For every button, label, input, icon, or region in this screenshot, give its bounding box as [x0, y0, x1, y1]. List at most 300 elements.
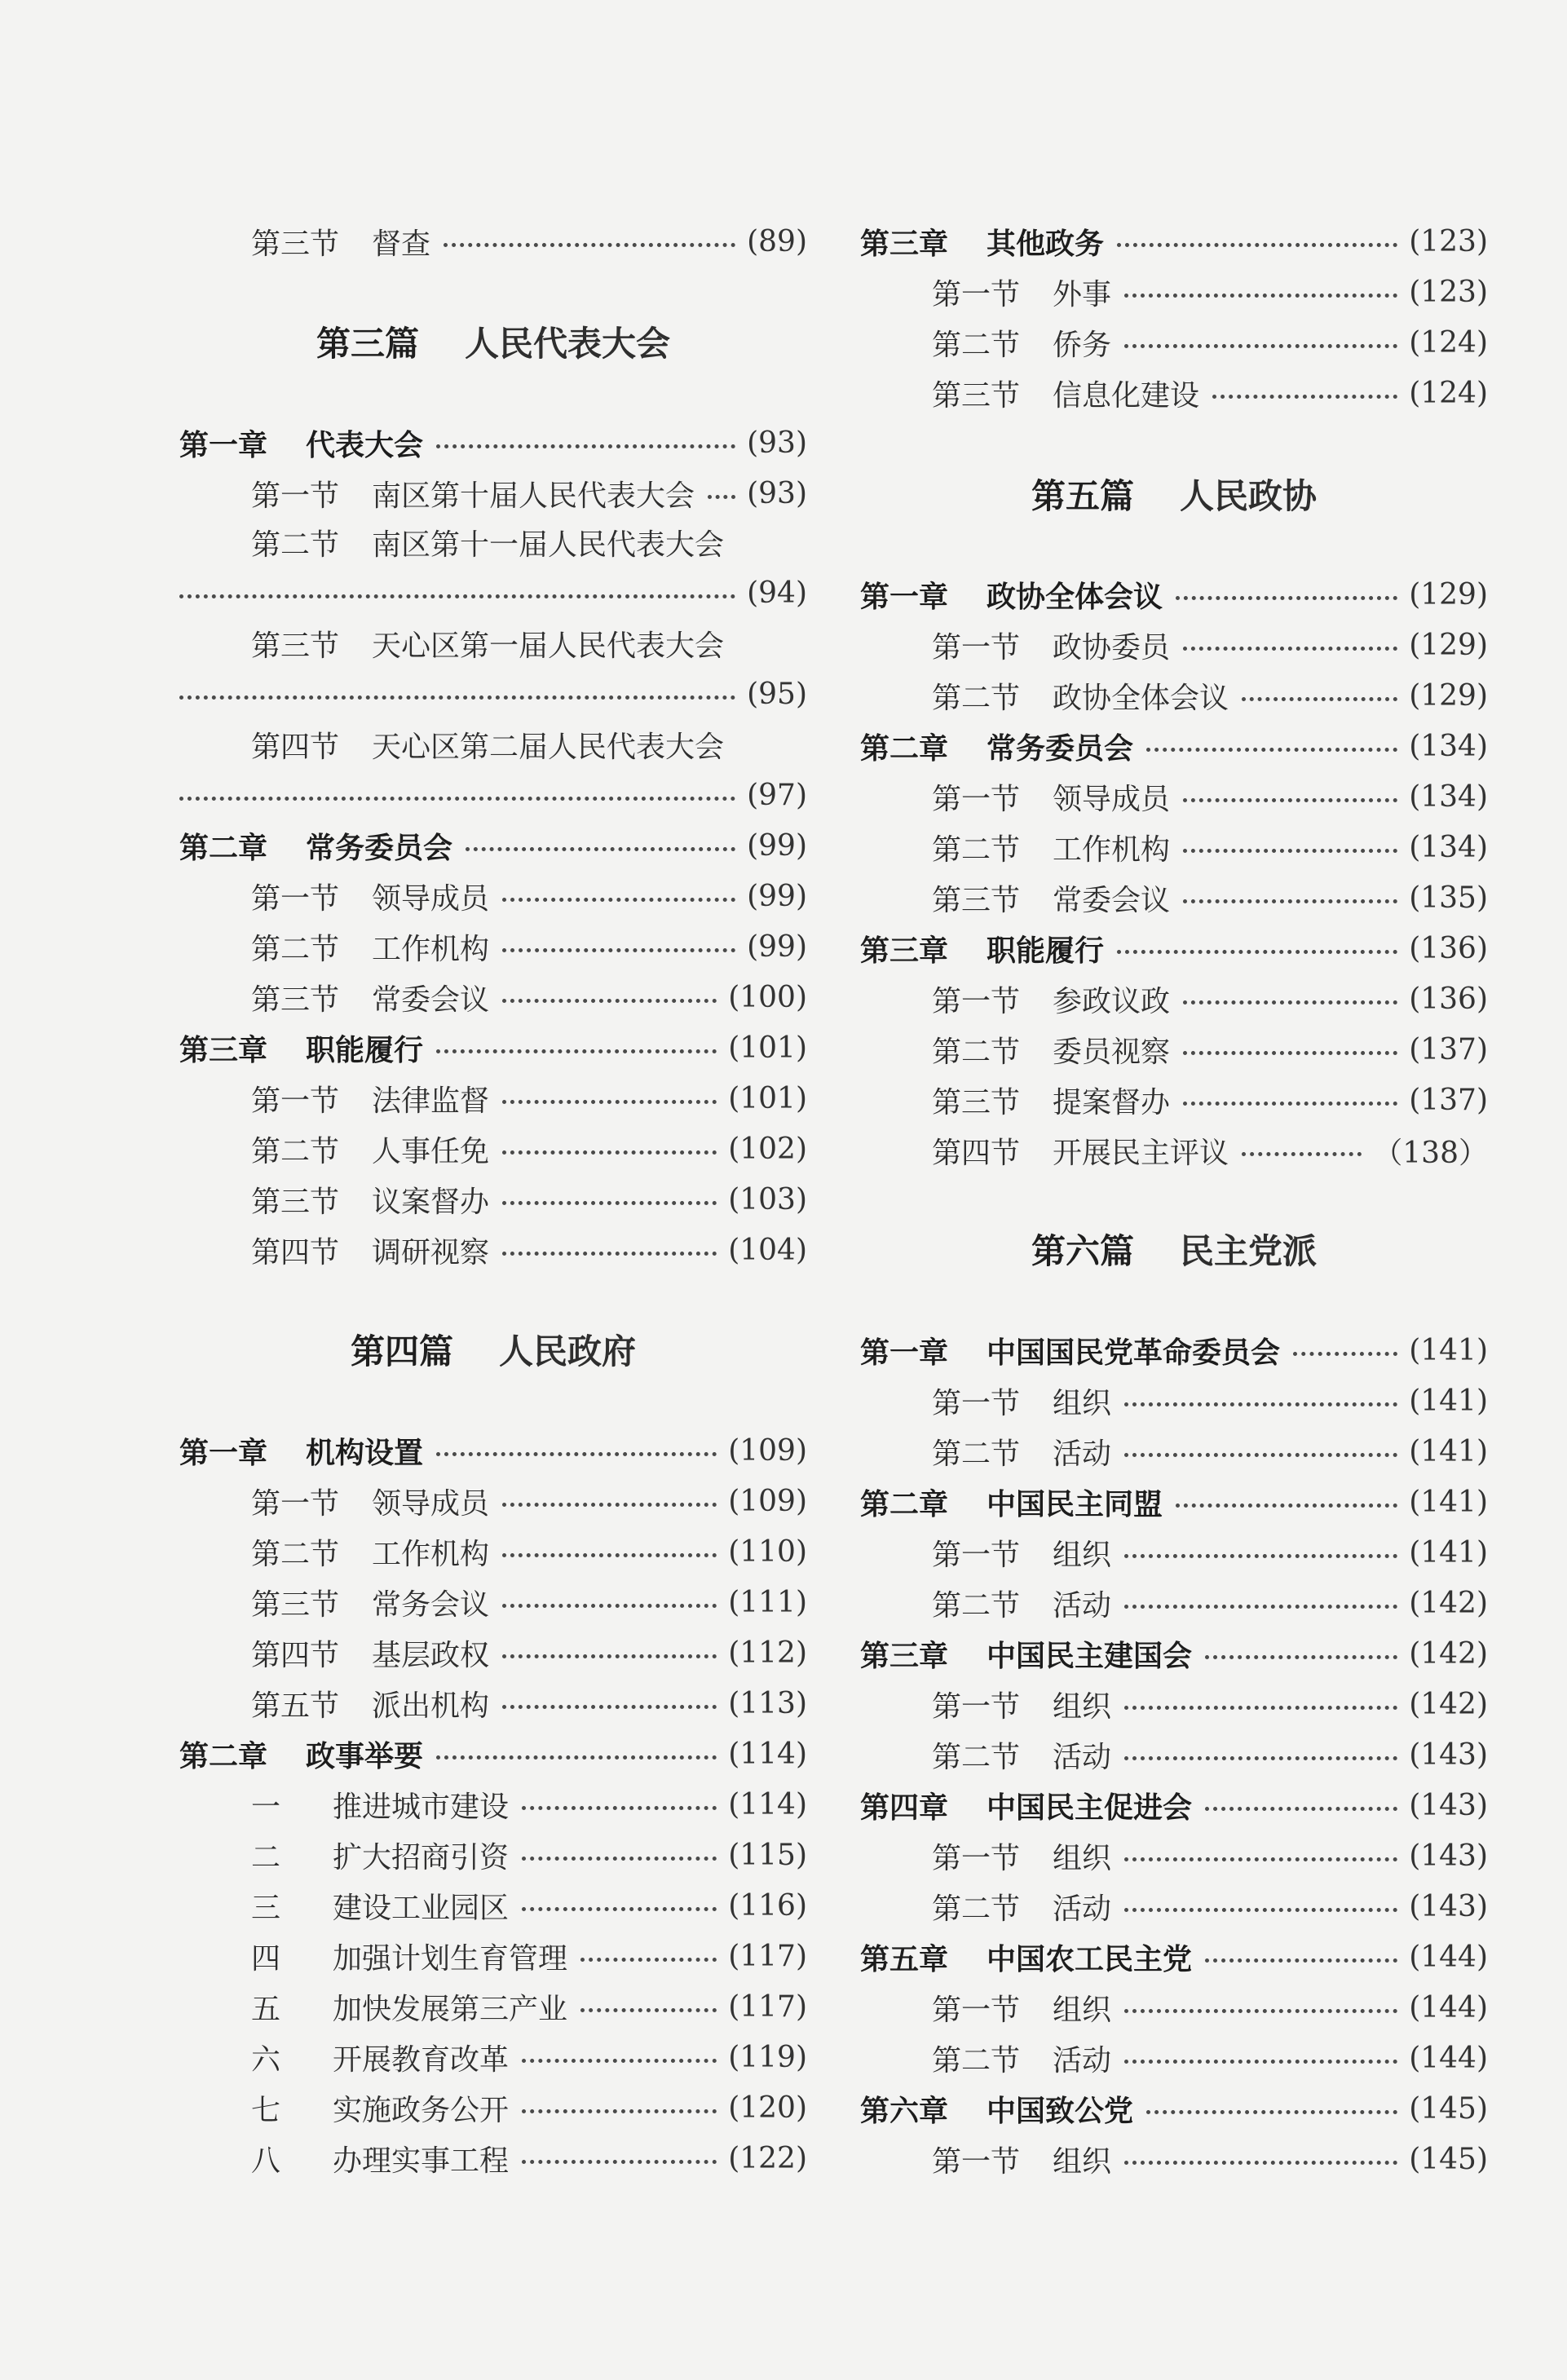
- entry-number: 六: [251, 2042, 281, 2077]
- page-number: (123): [1409, 224, 1488, 258]
- dot-leader: [708, 495, 735, 499]
- toc-entry[interactable]: [179, 1729, 807, 1778]
- entry-number: 第二节: [932, 1740, 1021, 1774]
- toc-entry[interactable]: [860, 823, 1488, 872]
- page-number: (145): [1409, 2142, 1488, 2176]
- dot-leader: [1293, 1352, 1397, 1356]
- dot-leader: [522, 1806, 717, 1810]
- page-number: (143): [1409, 1889, 1488, 1923]
- page-number: (109): [728, 1433, 807, 1468]
- page-number: (134): [1409, 830, 1488, 864]
- dot-leader: [522, 2160, 717, 2164]
- part-heading: [179, 317, 807, 366]
- entry-title: 组织: [1053, 1841, 1112, 1875]
- dot-leader: [1242, 1152, 1362, 1156]
- dot-leader: [1124, 1908, 1397, 1912]
- dot-leader: [1183, 849, 1397, 853]
- page-number: (99): [747, 879, 807, 913]
- entry-number: 第四章: [860, 1790, 949, 1825]
- dot-leader: [1117, 950, 1397, 954]
- entry-number: 第一节: [932, 1993, 1021, 2027]
- dot-leader: [1124, 1756, 1397, 1760]
- entry-title: 常委会议: [372, 982, 490, 1017]
- part-title: 人民代表大会: [465, 324, 671, 364]
- page-number: (102): [728, 1132, 807, 1166]
- dot-leader: [1183, 1102, 1397, 1106]
- entry-title: 推进城市建设: [333, 1790, 510, 1824]
- entry-number: 第五节: [251, 1689, 340, 1723]
- entry-title: 议案督办: [372, 1185, 490, 1219]
- toc-entry[interactable]: [860, 1932, 1488, 1981]
- toc-entry[interactable]: [179, 1175, 807, 1224]
- page-number: (124): [1409, 325, 1488, 360]
- dot-leader: [1205, 1807, 1397, 1811]
- toc-entry[interactable]: [860, 1629, 1488, 1678]
- entry-number: 第三章: [860, 933, 949, 968]
- dot-leader: [502, 999, 717, 1003]
- page-number: (99): [747, 929, 807, 964]
- toc-entry[interactable]: [860, 1427, 1488, 1476]
- entry-number: 第二章: [179, 1738, 268, 1773]
- entry-title: 南区第十届人民代表大会: [372, 479, 695, 513]
- page-number: (113): [728, 1686, 807, 1720]
- dot-leader: [436, 1755, 717, 1760]
- dot-leader: [522, 1857, 717, 1861]
- dot-leader: [1146, 2110, 1397, 2114]
- entry-title: 侨务: [1053, 328, 1112, 362]
- page-number: (141): [1409, 1535, 1488, 1570]
- entry-number: 第二章: [179, 830, 268, 865]
- page-number: (129): [1409, 628, 1488, 662]
- page-number: (143): [1409, 1788, 1488, 1822]
- page-number: (110): [728, 1534, 807, 1569]
- toc-entry[interactable]: [179, 771, 807, 819]
- entry-title: 扩大招商引资: [333, 1840, 510, 1874]
- dot-leader: [436, 444, 735, 448]
- entry-number: 第四节: [251, 1235, 340, 1269]
- entry-title: 组织: [1053, 1689, 1112, 1724]
- dot-leader: [1183, 1051, 1397, 1055]
- entry-number: 第二节: [251, 528, 340, 562]
- entry-title: 建设工业园区: [333, 1891, 510, 1925]
- page-number: (120): [728, 2091, 807, 2125]
- entry-number: 第五章: [860, 1941, 949, 1976]
- page-number: (93): [747, 476, 807, 510]
- entry-title: 中国民主建国会: [987, 1638, 1193, 1673]
- toc-entry[interactable]: [179, 568, 807, 617]
- part-title: 人民政协: [1180, 476, 1318, 516]
- entry-number: 第四节: [251, 1638, 340, 1672]
- toc-entry[interactable]: [860, 318, 1488, 367]
- entry-title: 督查: [372, 227, 431, 261]
- dot-leader: [1124, 1554, 1397, 1558]
- page-number: (143): [1409, 1839, 1488, 1873]
- page-number: (141): [1409, 1333, 1488, 1367]
- entry-title: 政事举要: [306, 1738, 424, 1773]
- entry-title: 代表大会: [306, 427, 424, 462]
- toc-entry[interactable]: [179, 469, 807, 518]
- page-number: (137): [1409, 1032, 1488, 1066]
- entry-title: 其他政务: [987, 226, 1105, 261]
- entry-title: 委员视察: [1053, 1035, 1171, 1069]
- dot-leader: [1124, 2009, 1397, 2013]
- page-number: (142): [1409, 1586, 1488, 1620]
- entry-number: 第三节: [251, 1587, 340, 1622]
- entry-title: 常委会议: [1053, 883, 1171, 917]
- toc-entry[interactable]: [179, 1225, 807, 1274]
- entry-number: 第三章: [860, 226, 949, 261]
- toc-entry[interactable]: [179, 1124, 807, 1173]
- entry-title: 政协委员: [1053, 630, 1171, 665]
- page-number: (144): [1409, 1990, 1488, 2025]
- toc-entry[interactable]: [860, 1025, 1488, 1074]
- entry-title: 中国国民党革命委员会: [987, 1335, 1281, 1370]
- entry-number: 四: [251, 1941, 281, 1976]
- page-number: (141): [1409, 1485, 1488, 1519]
- entry-number: 第一节: [251, 881, 340, 916]
- toc-entry[interactable]: [860, 1477, 1488, 1526]
- toc-entry[interactable]: [179, 1578, 807, 1627]
- entry-title: 基层政权: [372, 1638, 490, 1672]
- entry-title: 办理实事工程: [333, 2144, 510, 2178]
- entry-title: 中国农工民主党: [987, 1941, 1193, 1976]
- dot-leader: [1124, 1857, 1397, 1861]
- toc-entry[interactable]: [179, 2083, 807, 2132]
- toc-entry[interactable]: [179, 1426, 807, 1475]
- dot-leader: [1124, 1453, 1397, 1457]
- entry-title: 常务委员会: [987, 731, 1134, 766]
- entry-number: 第一节: [932, 1841, 1021, 1875]
- page-number: (103): [728, 1182, 807, 1216]
- toc-entry[interactable]: [179, 1628, 807, 1677]
- entry-number: 一: [251, 1790, 281, 1824]
- toc-entry[interactable]: [860, 1326, 1488, 1375]
- entry-title: 常务委员会: [306, 830, 453, 865]
- dot-leader: [502, 1604, 717, 1608]
- toc-entry[interactable]: [179, 1477, 807, 1526]
- toc-entry[interactable]: [860, 671, 1488, 720]
- toc-entry[interactable]: [179, 973, 807, 1022]
- entry-number: 第三节: [251, 629, 340, 663]
- page-number: (104): [728, 1233, 807, 1267]
- entry-title: 工作机构: [1053, 832, 1171, 867]
- dot-leader: [1176, 596, 1397, 600]
- toc-entry[interactable]: [179, 1932, 807, 1980]
- toc-entry[interactable]: [179, 1527, 807, 1576]
- entry-title: 政协全体会议: [1053, 681, 1229, 715]
- dot-leader: [522, 2109, 717, 2113]
- entry-number: 第二节: [932, 328, 1021, 362]
- entry-title: 中国致公党: [987, 2093, 1134, 2128]
- toc-entry[interactable]: [179, 418, 807, 467]
- dot-leader: [580, 1958, 717, 1962]
- toc-entry[interactable]: [860, 1075, 1488, 1124]
- dot-leader: [502, 898, 735, 902]
- entry-title: 组织: [1053, 2144, 1112, 2179]
- toc-entry[interactable]: [860, 1831, 1488, 1880]
- toc-entry[interactable]: [179, 1830, 807, 1879]
- entry-number: 第二节: [251, 1537, 340, 1571]
- entry-number: 第一节: [932, 1386, 1021, 1420]
- entry-number: 第二节: [251, 932, 340, 966]
- toc-entry[interactable]: [860, 1528, 1488, 1577]
- dot-leader: [1124, 2161, 1397, 2165]
- dot-leader: [522, 2059, 717, 2063]
- dot-leader: [502, 1705, 717, 1709]
- toc-entry[interactable]: [860, 1983, 1488, 2032]
- page-number: (117): [728, 1989, 807, 2024]
- entry-title: 活动: [1053, 1892, 1112, 1926]
- page-number: (100): [728, 980, 807, 1014]
- entry-number: 第三节: [932, 883, 1021, 917]
- toc-entry[interactable]: [179, 669, 807, 718]
- page-number: (144): [1409, 2041, 1488, 2075]
- entry-title: 组织: [1053, 1386, 1112, 1420]
- dot-leader: [1183, 647, 1397, 651]
- toc-entry[interactable]: [860, 369, 1488, 417]
- toc-entry[interactable]: [860, 924, 1488, 973]
- entry-title: 信息化建设: [1053, 378, 1200, 413]
- entry-number: 第一章: [179, 427, 268, 462]
- toc-entry[interactable]: [179, 217, 807, 266]
- toc-entry[interactable]: [860, 1882, 1488, 1931]
- toc-entry[interactable]: [860, 570, 1488, 619]
- entry-number: 第三节: [251, 982, 340, 1017]
- part-heading: [179, 1325, 807, 1374]
- page-number: (136): [1409, 931, 1488, 965]
- page-number: (93): [747, 426, 807, 460]
- entry-title: 法律监督: [372, 1084, 490, 1118]
- toc-entry[interactable]: [860, 2135, 1488, 2184]
- toc-entry[interactable]: [179, 922, 807, 971]
- entry-number: 第一章: [179, 1435, 268, 1470]
- entry-title: 领导成员: [372, 881, 490, 916]
- entry-number: 第二节: [932, 1588, 1021, 1623]
- toc-entry[interactable]: [860, 620, 1488, 669]
- page-number: (124): [1409, 376, 1488, 410]
- toc-entry[interactable]: [179, 1679, 807, 1728]
- entry-title: 组织: [1053, 1538, 1112, 1572]
- dot-leader: [436, 1049, 717, 1053]
- entry-title: 开展教育改革: [333, 2042, 510, 2077]
- toc-entry[interactable]: [179, 518, 807, 567]
- page-number: (141): [1409, 1434, 1488, 1468]
- entry-number: 第一节: [932, 782, 1021, 816]
- page-number: (101): [728, 1031, 807, 1065]
- entry-title: 中国民主促进会: [987, 1790, 1193, 1825]
- page-number: (114): [728, 1787, 807, 1821]
- dot-leader: [1124, 1402, 1397, 1406]
- toc-entry[interactable]: [179, 1780, 807, 1829]
- toc-entry[interactable]: [179, 872, 807, 921]
- dot-leader: [1183, 1000, 1397, 1005]
- toc-entry[interactable]: [179, 1074, 807, 1123]
- entry-title: 活动: [1053, 1437, 1112, 1471]
- entry-number: 第一节: [932, 2144, 1021, 2179]
- toc-entry[interactable]: [860, 1781, 1488, 1830]
- page-number: (144): [1409, 1940, 1488, 1974]
- page-number: (122): [728, 2141, 807, 2175]
- page-number: (111): [728, 1585, 807, 1619]
- dot-leader: [502, 1503, 717, 1507]
- toc-entry[interactable]: [860, 722, 1488, 771]
- entry-number: 第二节: [932, 2043, 1021, 2078]
- toc-entry[interactable]: [179, 1023, 807, 1072]
- part-number: 第三篇: [316, 324, 419, 364]
- toc-entry[interactable]: [860, 217, 1488, 266]
- toc-entry[interactable]: [860, 2084, 1488, 2133]
- entry-title: 活动: [1053, 2043, 1112, 2078]
- dot-leader: [179, 695, 735, 700]
- page-number: (114): [728, 1737, 807, 1771]
- entry-number: 第六章: [860, 2093, 949, 2128]
- page-number: (117): [728, 1939, 807, 1973]
- entry-title: 领导成员: [1053, 782, 1171, 816]
- dot-leader: [1183, 798, 1397, 802]
- entry-title: 提案督办: [1053, 1085, 1171, 1119]
- page-number: (116): [728, 1888, 807, 1923]
- page-number: (129): [1409, 577, 1488, 612]
- page-number: (119): [728, 2040, 807, 2074]
- toc-entry[interactable]: [860, 772, 1488, 821]
- entry-title: 机构设置: [306, 1435, 424, 1470]
- dot-leader: [502, 1100, 717, 1104]
- dot-leader: [502, 1252, 717, 1256]
- toc-entry[interactable]: [860, 1680, 1488, 1729]
- entry-title: 南区第十一届人民代表大会: [372, 528, 725, 562]
- entry-number: 第四节: [932, 1136, 1021, 1170]
- entry-number: 第一章: [860, 1335, 949, 1370]
- toc-entry[interactable]: [179, 1881, 807, 1930]
- toc-entry[interactable]: [860, 1126, 1488, 1175]
- part-number: 第六篇: [1031, 1231, 1134, 1271]
- dot-leader: [179, 797, 735, 801]
- dot-leader: [1124, 1706, 1397, 1710]
- entry-title: 领导成员: [372, 1486, 490, 1521]
- dot-leader: [1205, 1655, 1397, 1659]
- entry-title: 组织: [1053, 1993, 1112, 2027]
- entry-number: 第二章: [860, 1486, 949, 1521]
- page-number: (142): [1409, 1636, 1488, 1671]
- entry-number: 第一节: [251, 1084, 340, 1118]
- toc-entry[interactable]: [179, 2134, 807, 2183]
- page-number: (137): [1409, 1083, 1488, 1117]
- dot-leader: [502, 1201, 717, 1205]
- page-number: (136): [1409, 982, 1488, 1016]
- entry-number: 二: [251, 1840, 281, 1874]
- dot-leader: [1124, 344, 1397, 348]
- dot-leader: [466, 847, 735, 851]
- part-number: 第四篇: [350, 1331, 453, 1371]
- entry-number: 第三章: [179, 1032, 268, 1067]
- toc-entry[interactable]: [860, 873, 1488, 922]
- entry-number: 第一节: [932, 1689, 1021, 1724]
- toc-entry[interactable]: [860, 267, 1488, 316]
- part-heading: [860, 1225, 1488, 1274]
- toc-entry[interactable]: [179, 619, 807, 668]
- dot-leader: [1176, 1504, 1397, 1508]
- dot-leader: [1124, 2060, 1397, 2064]
- page-number: (109): [728, 1484, 807, 1518]
- dot-leader: [1205, 1958, 1397, 1963]
- dot-leader: [179, 594, 735, 598]
- toc-entry[interactable]: [179, 821, 807, 870]
- dot-leader: [1146, 748, 1397, 752]
- entry-title: 活动: [1053, 1588, 1112, 1623]
- entry-title: 调研视察: [372, 1235, 490, 1269]
- page-number: (115): [728, 1838, 807, 1872]
- dot-leader: [502, 1150, 717, 1155]
- page-number: (135): [1409, 881, 1488, 915]
- entry-number: 三: [251, 1891, 281, 1925]
- entry-title: 工作机构: [372, 932, 490, 966]
- dot-leader: [1242, 697, 1397, 701]
- entry-title: 加强计划生育管理: [333, 1941, 568, 1976]
- dot-leader: [1124, 294, 1397, 298]
- entry-number: 第一章: [860, 579, 949, 614]
- page-number: (134): [1409, 779, 1488, 814]
- entry-number: 第一节: [932, 1538, 1021, 1572]
- page-number: (141): [1409, 1384, 1488, 1418]
- toc-entry[interactable]: [860, 1579, 1488, 1627]
- entry-number: 第三节: [932, 378, 1021, 413]
- entry-number: 第三节: [251, 227, 340, 261]
- toc-entry[interactable]: [179, 1982, 807, 2031]
- toc-entry[interactable]: [860, 1730, 1488, 1779]
- entry-number: 第二节: [932, 1437, 1021, 1471]
- dot-leader: [502, 1553, 717, 1557]
- entry-title: 活动: [1053, 1740, 1112, 1774]
- entry-number: 七: [251, 2093, 281, 2127]
- entry-title: 天心区第一届人民代表大会: [372, 629, 725, 663]
- entry-number: 第二节: [932, 1892, 1021, 1926]
- entry-title: 外事: [1053, 277, 1112, 311]
- page-number: (129): [1409, 678, 1488, 713]
- entry-number: 八: [251, 2144, 281, 2178]
- entry-number: 第一节: [932, 984, 1021, 1018]
- page-number: (112): [728, 1636, 807, 1670]
- toc-entry[interactable]: [860, 1376, 1488, 1425]
- entry-number: 第一节: [932, 277, 1021, 311]
- entry-title: 天心区第二届人民代表大会: [372, 730, 725, 764]
- entry-number: 第二节: [932, 832, 1021, 867]
- dot-leader: [1212, 395, 1397, 399]
- toc-entry[interactable]: [860, 2033, 1488, 2082]
- entry-number: 第三节: [251, 1185, 340, 1219]
- toc-entry[interactable]: [179, 2033, 807, 2082]
- page-number: （138）: [1373, 1136, 1488, 1170]
- entry-number: 第三章: [860, 1638, 949, 1673]
- page-number: (94): [747, 576, 807, 610]
- dot-leader: [436, 1452, 717, 1456]
- entry-title: 加快发展第三产业: [333, 1992, 568, 2026]
- part-number: 第五篇: [1031, 476, 1134, 516]
- entry-title: 常务会议: [372, 1587, 490, 1622]
- entry-title: 开展民主评议: [1053, 1136, 1229, 1170]
- entry-title: 实施政务公开: [333, 2093, 510, 2127]
- entry-number: 第二节: [932, 1035, 1021, 1069]
- part-title: 民主党派: [1180, 1231, 1318, 1271]
- entry-title: 参政议政: [1053, 984, 1171, 1018]
- toc-entry[interactable]: [860, 974, 1488, 1023]
- page-number: (99): [747, 828, 807, 863]
- entry-number: 第一节: [251, 479, 340, 513]
- entry-number: 第四节: [251, 730, 340, 764]
- toc-entry[interactable]: [179, 720, 807, 769]
- page-number: (97): [747, 778, 807, 812]
- dot-leader: [580, 2008, 717, 2012]
- entry-number: 第二节: [251, 1134, 340, 1168]
